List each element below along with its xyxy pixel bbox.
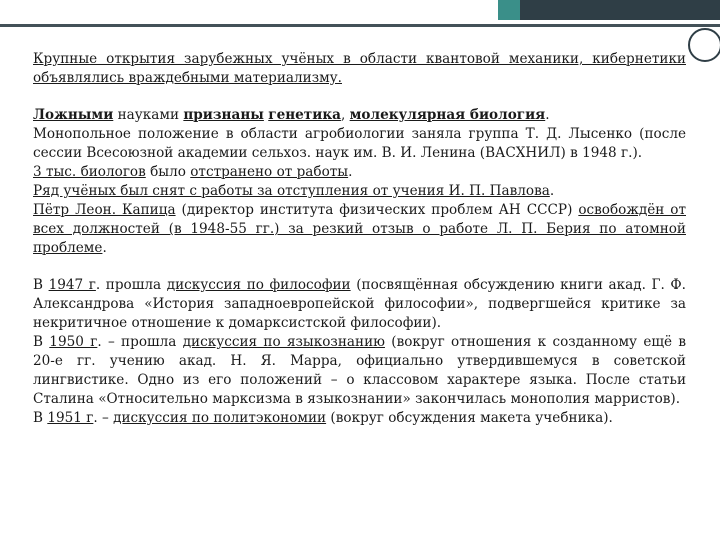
paragraph-1947 (33, 276, 686, 333)
decorative-circle (688, 28, 720, 62)
prefix: В (33, 334, 50, 350)
year-1947: 1947 г (48, 277, 96, 293)
genetics-word: генетика (268, 107, 341, 123)
paragraph-biologists (33, 163, 686, 182)
paragraph-kapitsa (33, 201, 686, 258)
kapitsa-dismissal: освобождён от всех должностей (в 1948-55 гг.) за резкий отзыв о работе Л. П. Берия по атомной проблеме (33, 202, 686, 256)
connector: . – (93, 410, 114, 426)
header-bar-accent (498, 0, 520, 20)
sciences-word: науками (113, 107, 184, 123)
paragraph-lysenko: Монопольное положение в области агробиологии заняла группа Т. Д. Лысенко (после сессии Всесоюзной академии сельхоз. наук им. В. И. Ленина (ВАСХНИЛ) в 1948 г.). (33, 126, 686, 161)
connector: . – прошла (97, 334, 183, 350)
spacer (33, 258, 686, 276)
paragraph-false-sciences (33, 106, 686, 125)
header-bar-dark (520, 0, 720, 20)
spacer (33, 88, 686, 106)
slide-header-bar (0, 0, 720, 20)
kapitsa-role: (директор института физических проблем АН СССР) (175, 202, 579, 218)
recognized-word: признаны (183, 107, 264, 123)
linguistics-details: (вокруг отношения к созданному ещё в 20-е гг. учению акад. Н. Я. Марра, официально утвердившемуся в советской лингвистике. Одно из его положений – о классовом характере языка. После статьи Сталина «Относительно марксизма в языкознании» закончилась монополия марристов). (33, 334, 687, 407)
political-economy-discussion: дискуссия по политэкономии (113, 410, 327, 426)
molecular-biology-word: молекулярная биология (349, 107, 546, 123)
period: . (545, 107, 550, 123)
false-word: Ложными (33, 107, 114, 123)
pavlov-text: Ряд учёных был снят с работы за отступления от учения И. П. Павлова (33, 183, 550, 199)
paragraph-1950 (33, 333, 686, 409)
was-word: было (145, 164, 191, 180)
paragraph-1951 (33, 409, 686, 428)
discoveries-text: Крупные открытия зарубежных учёных в области квантовой механики, кибернетики объявлялись враждебными материализму. (33, 51, 686, 86)
philosophy-discussion: дискуссия по философии (166, 277, 351, 293)
removed-from-work: отстранено от работы (190, 164, 349, 180)
political-economy-details: (вокруг обсуждения макета учебника). (326, 410, 613, 426)
biologists-count: 3 тыс. биологов (33, 164, 146, 180)
year-1950: 1950 г (49, 334, 98, 350)
paragraph-pavlov (33, 182, 686, 201)
header-bar-light (0, 0, 520, 20)
kapitsa-name: Пётр Леон. Капица (33, 202, 176, 218)
paragraph-discoveries (33, 50, 686, 88)
period: . (102, 240, 107, 256)
prefix: В (33, 410, 48, 426)
period: . (549, 183, 555, 199)
prefix: В (33, 277, 49, 293)
comma: , (340, 107, 350, 123)
linguistics-discussion: дискуссия по языкознанию (182, 334, 385, 350)
connector: . прошла (95, 277, 167, 293)
slide-body (33, 50, 686, 428)
philosophy-details: (посвящённая обсуждению книги акад. Г. Ф. Александрова «История западноевропейской философии», подвергшейся критике за некритичное отношение к домарксистской философии). (33, 277, 686, 331)
year-1951: 1951 г (47, 410, 94, 426)
header-divider-line (0, 24, 720, 27)
period: . (348, 164, 353, 180)
